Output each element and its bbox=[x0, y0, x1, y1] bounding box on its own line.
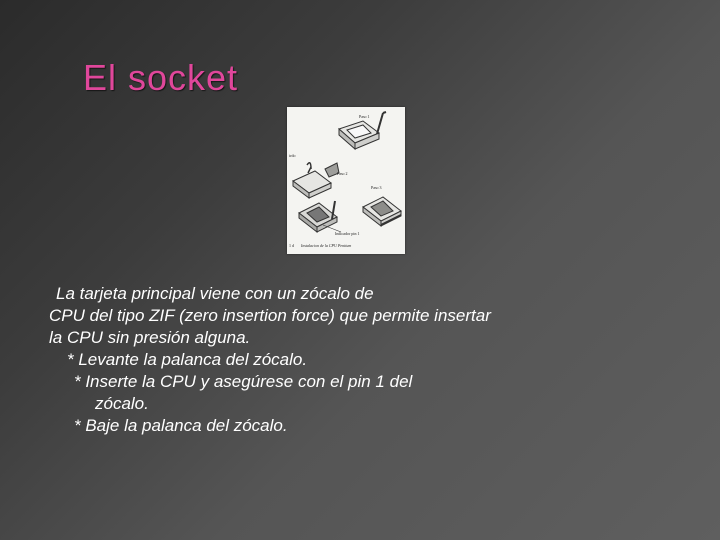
slide-body bbox=[49, 283, 689, 437]
step3-socket-drawing bbox=[363, 197, 401, 226]
body-bullet: * Inserte la CPU y asegúrese con el pin 1 del bbox=[74, 372, 413, 391]
body-line: zócalo. bbox=[95, 394, 149, 413]
figure-caption: Instalacion de la CPU Pentium bbox=[301, 243, 352, 248]
step2-cpu-drawing bbox=[293, 163, 339, 198]
body-line: la CPU sin presión alguna. bbox=[49, 328, 251, 347]
body-bullet: * Baje la palanca del zócalo. bbox=[74, 416, 288, 435]
label-side: irdo bbox=[289, 153, 296, 158]
socket-installation-image bbox=[287, 107, 405, 254]
slide-title: El socket bbox=[83, 57, 239, 98]
label-paso2: Paso 2 bbox=[337, 171, 348, 176]
label-paso1: Paso 1 bbox=[359, 114, 370, 119]
label-pin1: Indicador pin 1 bbox=[335, 231, 360, 236]
label-corner: 1 d bbox=[289, 243, 294, 248]
socket-diagram bbox=[287, 107, 405, 254]
pin1-socket-drawing bbox=[299, 201, 341, 232]
body-line: La tarjeta principal viene con un zócalo de bbox=[56, 284, 374, 303]
label-paso3: Paso 3 bbox=[371, 185, 382, 190]
body-line: CPU del tipo ZIF (zero insertion force) que permite insertar bbox=[49, 306, 491, 325]
body-bullet: * Levante la palanca del zócalo. bbox=[67, 350, 308, 369]
